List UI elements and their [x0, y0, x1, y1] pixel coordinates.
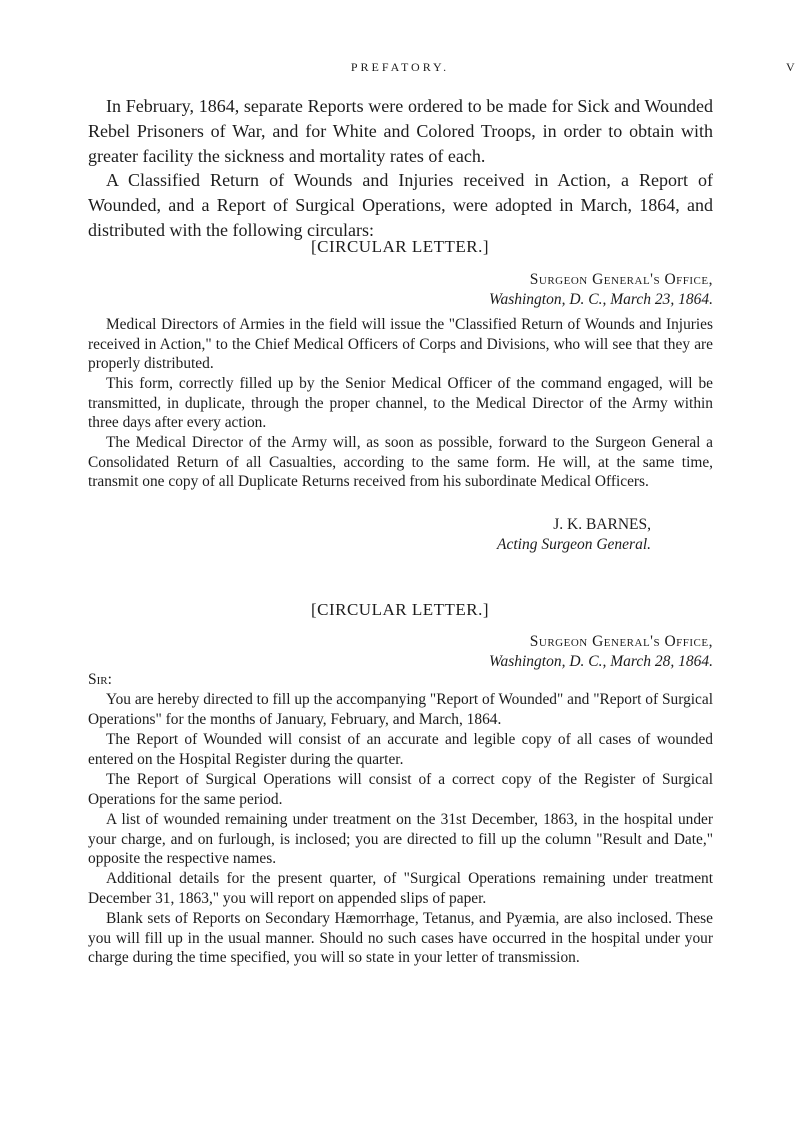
letter2-paragraph-5: Additional details for the present quarter, of "Surgical Operations remaining under treatment December 31, 1863," you will report on appended slips of paper.: [88, 870, 713, 907]
letter1-heading: [CIRCULAR LETTER.]: [310, 237, 490, 256]
letter2-office: Surgeon General's Office,: [529, 633, 713, 650]
letter1-office: Surgeon General's Office,: [529, 271, 713, 288]
letter2-paragraph-1: You are hereby directed to fill up the accompanying "Report of Wounded" and "Report of Surgical Operations" for the months of January, February, and March, 1864.: [88, 691, 713, 728]
letter2-salutation: Sir:: [88, 671, 112, 688]
intro-paragraph-1: In February, 1864, separate Reports were ordered to be made for Sick and Wounded Rebel Prisoners of War, and for White and Colored Troops, in order to obtain with greater facility the sickness and mortality rates of each.: [88, 96, 713, 166]
letter2-heading: [CIRCULAR LETTER.]: [310, 600, 490, 619]
page-number: V: [786, 60, 795, 74]
letter1-paragraph-1: Medical Directors of Armies in the field will issue the "Classified Return of Wounds and Injuries received in Action," to the Chief Medical Officers of Corps and Divisions, who will see that they are properly distributed.: [88, 316, 713, 373]
intro-paragraph-2: A Classified Return of Wounds and Injuries received in Action, a Report of Wounded, and a Report of Surgical Operations, were adopted in March, 1864, and distributed with the following circulars:: [88, 170, 713, 240]
letter1-signature-title: Acting Surgeon General.: [497, 536, 651, 553]
letter2-paragraph-3: The Report of Surgical Operations will consist of a correct copy of the Register of Surgical Operations for the same period.: [88, 771, 713, 808]
letter2-place-date: Washington, D. C., March 28, 1864.: [488, 653, 713, 670]
letter2-paragraph-2: The Report of Wounded will consist of an accurate and legible copy of all cases of wounded entered on the Hospital Register during the quarter.: [88, 731, 713, 768]
letter1-paragraph-2: This form, correctly filled up by the Senior Medical Officer of the command engaged, will be transmitted, in duplicate, through the proper channel, to the Medical Director of the Army within three days after every action.: [88, 375, 713, 432]
letter1-paragraph-3: The Medical Director of the Army will, as soon as possible, forward to the Surgeon General a Consolidated Return of all Casualties, according to the same form. He will, at the same time, transmit one copy of all Duplicate Returns received from his subordinate Medical Officers.: [88, 434, 713, 491]
letter1-signature: J. K. BARNES,: [553, 516, 651, 533]
running-title: PREFATORY.: [350, 60, 450, 74]
letter2-paragraph-6: Blank sets of Reports on Secondary Hæmorrhage, Tetanus, and Pyæmia, are also inclosed. These you will fill up in the usual manner. Should no such cases have occurred in the hospital under your charge during the time specified, you will so state in your letter of transmission.: [88, 910, 713, 967]
letter1-place-date: Washington, D. C., March 23, 1864.: [488, 291, 713, 308]
letter2-paragraph-4: A list of wounded remaining under treatment on the 31st December, 1863, in the hospital under your charge, and on furlough, is inclosed; you are directed to fill up the column "Result and Date," opposite the respective names.: [88, 811, 713, 868]
